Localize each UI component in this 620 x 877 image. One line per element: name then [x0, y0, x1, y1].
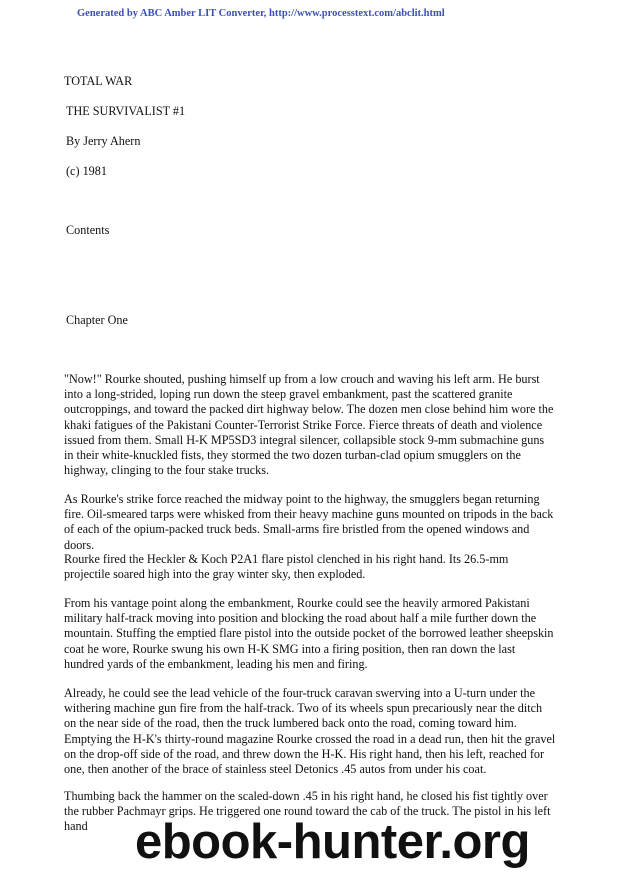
paragraph-3: Rourke fired the Heckler & Koch P2A1 flare pistol clenched in his right hand. Its 26.5-mm projectile soared high into the gray winter sky, then exploded.	[64, 552, 509, 582]
book-title: TOTAL WAR	[64, 74, 133, 88]
paragraph-2: As Rourke's strike force reached the midway point to the highway, the smugglers began returning fire. Oil-smeared tarps were whisked from their heavy machine guns mounted on tripods in the back of each of the opium-packed truck beds. Small-arms fire bristled from the opened windows and doors.	[64, 492, 554, 552]
converter-header-link[interactable]: Generated by ABC Amber LIT Converter, http://www.processtext.com/abclit.html	[77, 8, 445, 19]
contents-heading: Contents	[66, 223, 110, 237]
paragraph-4: From his vantage point along the embankment, Rourke could see the heavily armored Pakistani military half-track moving into position and blocking the road about half a mile further down the mountain. Stuffing the emptied flare pistol into the outside pocket of the borrowed leather sheepskin coat he wore, Rourke swung his own H-K SMG into a firing position, then ran down the last hundred yards of the embankment, leading his men and firing.	[64, 596, 554, 671]
paragraph-1: "Now!" Rourke shouted, pushing himself up from a low crouch and waving his left arm. He burst into a long-strided, loping run down the steep gravel embankment, past the scattered granite outcroppings, and toward the packed dirt highway below. The dozen men close behind him wore the khaki fatigues of the Pakistani Counter-Terrorist Strike Force. Fierce threats of death and violence issued from them. Small H-K MP5SD3 integral silencer, collapsible stock 9-mm submachine guns in their white-knuckled fists, they stormed the two dozen turban-clad opium smugglers on the highway, clinging to the four stake trucks.	[64, 372, 554, 478]
copyright-line: (c) 1981	[66, 164, 107, 178]
paragraph-6: Thumbing back the hammer on the scaled-down .45 in his right hand, he closed his fist tightly over the rubber Pachmayr grips. He triggered one round toward the cab of the truck. The pistol in his left hand	[64, 789, 551, 834]
watermark-text: ebook-hunter.org	[135, 815, 530, 869]
series-title: THE SURVIVALIST #1	[66, 104, 186, 118]
chapter-heading: Chapter One	[66, 313, 128, 327]
paragraph-5: Already, he could see the lead vehicle of the four-truck caravan swerving into a U-turn under the withering machine gun fire from the half-track. Two of its wheels spun precariously near the ditch on the near side of the road, then the truck lumbered back onto the road, coming toward him. Emptying the H-K's thirty-round magazine Rourke crossed the road in a dead run, then hit the gravel on the drop-off side of the road, and threw down the H-K. His right hand, then his left, reached for one, then another of the brace of stainless steel Detonics .45 autos from under his coat.	[64, 686, 556, 777]
author-line: By Jerry Ahern	[66, 134, 141, 148]
